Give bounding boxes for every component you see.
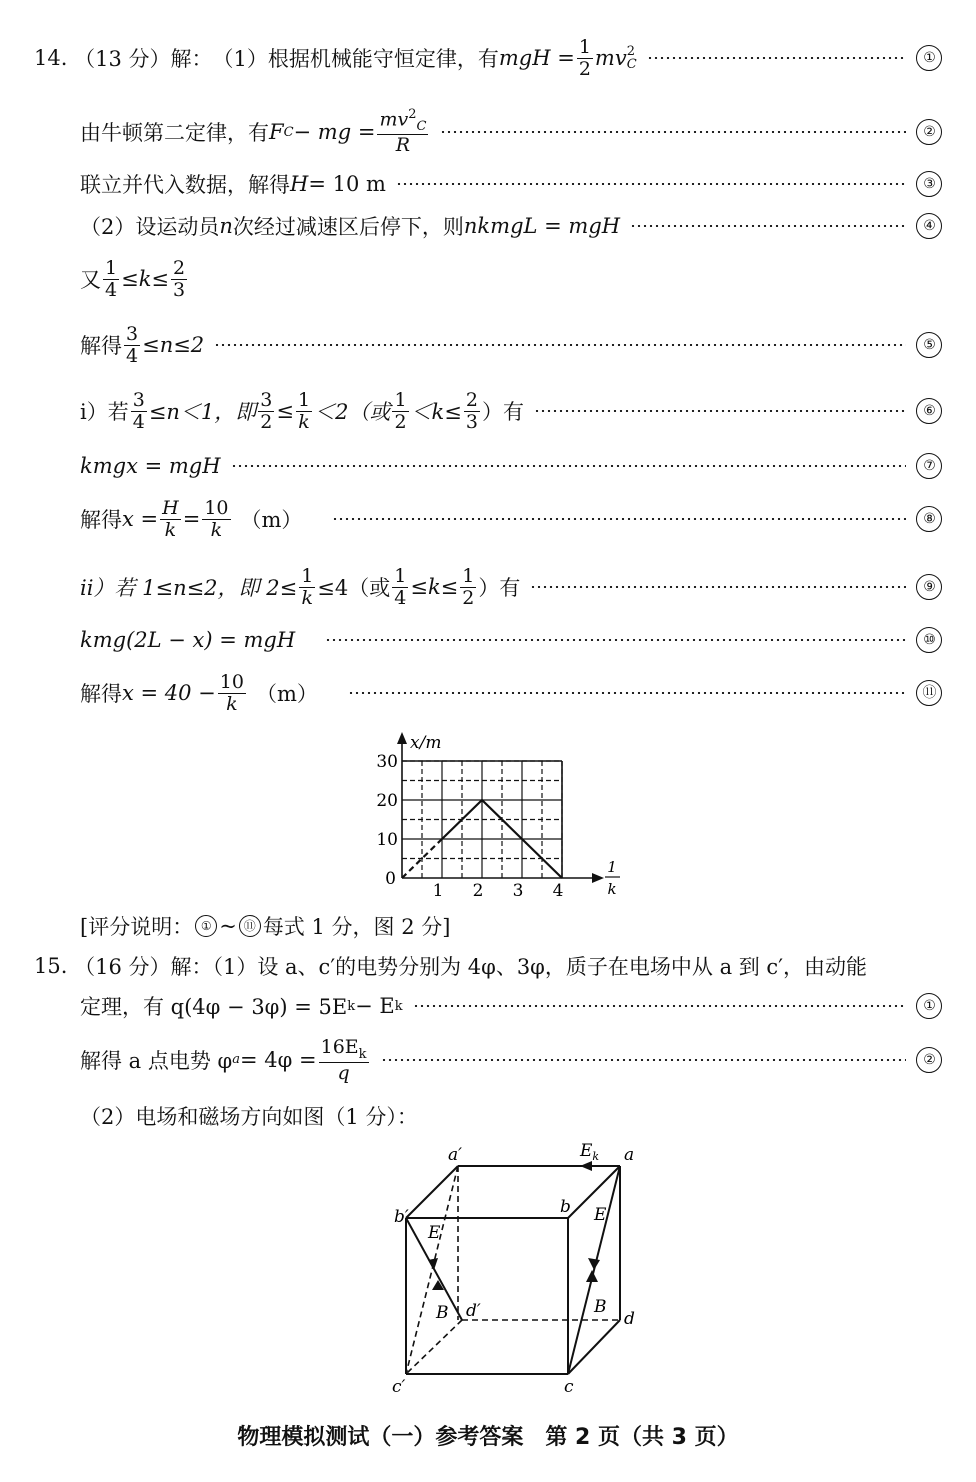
scoring-prefix: [评分说明： xyxy=(80,915,194,939)
sub: C xyxy=(416,118,427,134)
label-b-prime: b′ xyxy=(394,1207,409,1227)
q14-line10-prefix: ii）若 1≤n≤2，即 2≤ xyxy=(80,576,298,600)
frac xyxy=(392,566,408,609)
q14-line9-prefix: 解得 xyxy=(80,508,122,532)
label-d: d xyxy=(624,1309,635,1329)
b-arrow-right xyxy=(586,1270,598,1282)
q14-line-8 xyxy=(80,446,942,486)
frac-num: 3 xyxy=(132,388,145,411)
frac-num: 10 xyxy=(219,670,244,693)
frac-den: k xyxy=(226,692,238,715)
frac-num: 1 xyxy=(578,35,591,58)
frac-den: k xyxy=(298,410,310,433)
q14-line2-frac xyxy=(377,108,428,156)
frac-num: 2 xyxy=(465,388,478,411)
hidden-edge-d-prime-c-prime xyxy=(406,1320,462,1374)
score-mark: ① xyxy=(916,993,942,1019)
q14-line-5 xyxy=(80,256,942,302)
x-tick-label: 3 xyxy=(512,881,524,901)
frac-num: 1 xyxy=(394,564,407,587)
q14-line-1 xyxy=(34,35,942,80)
q14-line7-mid1: ≤n＜1，即 xyxy=(148,400,257,424)
q14-line9-x: x = xyxy=(122,507,159,531)
leader-dots xyxy=(332,518,906,520)
hidden-diag-a-prime-c-prime xyxy=(406,1166,458,1374)
leader-dots xyxy=(630,225,906,227)
frac xyxy=(460,566,476,609)
x-axis-label-den: k xyxy=(607,880,617,898)
frac-num-text: 16E xyxy=(320,1035,359,1058)
q14-line2-text: 由牛顿第二定律，有 xyxy=(80,121,269,145)
leader-dots xyxy=(534,410,906,412)
q14-solve: 解： xyxy=(170,47,213,71)
leader-dots xyxy=(381,1059,906,1061)
score-mark: ⑥ xyxy=(916,398,942,424)
graph-grid xyxy=(402,761,562,878)
sup: 2 xyxy=(408,106,417,122)
sub: a xyxy=(232,1052,241,1068)
q15-number: 15. xyxy=(34,954,68,978)
x-tick-label: 4 xyxy=(552,881,564,901)
frac-den: k xyxy=(210,518,223,541)
frac-den: 4 xyxy=(132,410,145,433)
q15-line-4 xyxy=(80,1096,942,1136)
q14-scoring-note xyxy=(80,906,942,946)
q14-line12-prefix: 解得 xyxy=(80,682,122,706)
edge-a-prime-b-prime xyxy=(406,1166,458,1218)
y-tick-label: 30 xyxy=(376,752,398,772)
frac-num: 1 xyxy=(105,256,118,279)
q15-line1-text: 解：（1）设 a、c′的电势分别为 4φ、3φ，质子在电场中从 a 到 c′，由动能 xyxy=(170,955,867,979)
q15-line3-mid: = 4φ = xyxy=(240,1047,317,1072)
q14-line4-var: n xyxy=(219,214,233,238)
frac xyxy=(392,390,408,433)
frac xyxy=(319,1037,369,1084)
q14-line7-prefix: i）若 xyxy=(80,400,129,424)
q14-line9-eq: = xyxy=(182,507,201,531)
q15-line3-prefix: 解得 a 点电势 φ xyxy=(80,1048,233,1073)
q14-line3-value: = 10 m xyxy=(308,172,386,196)
frac-den: 4 xyxy=(394,586,407,609)
label-ek xyxy=(579,1141,599,1163)
x-axis-label-num: 1 xyxy=(607,858,617,876)
y-tick-label: 10 xyxy=(376,830,398,850)
frac-num xyxy=(319,1037,369,1063)
sub: C xyxy=(283,124,294,140)
leader-dots xyxy=(231,465,906,467)
frac-den: k xyxy=(301,586,313,609)
q14-line-4 xyxy=(80,206,942,246)
label-ek-main: E xyxy=(580,1141,593,1161)
frac-den: R xyxy=(395,134,411,157)
frac xyxy=(464,390,480,433)
frac-num: 2 xyxy=(173,256,186,279)
frac xyxy=(218,672,246,715)
label-a: a xyxy=(624,1145,635,1165)
frac-den: 3 xyxy=(465,410,478,433)
leader-dots xyxy=(440,131,906,133)
scoring-mid: ~ xyxy=(219,914,237,938)
label-e-right: E xyxy=(594,1205,607,1225)
frac-num: 3 xyxy=(260,388,273,411)
leader-dots xyxy=(413,1005,906,1007)
score-mark: ⑤ xyxy=(916,332,942,358)
frac xyxy=(258,390,274,433)
q15-line-3 xyxy=(80,1036,942,1084)
origin-label: 0 xyxy=(385,869,396,889)
q14-line1-frac xyxy=(577,37,593,80)
score-mark: ④ xyxy=(916,213,942,239)
q14-line-10 xyxy=(80,564,942,610)
q15-score: （16 分） xyxy=(74,955,171,979)
q14-line-3 xyxy=(80,164,942,204)
q14-line12-unit: （m） xyxy=(255,682,318,706)
q14-line10-tail: ）有 xyxy=(478,576,521,600)
q14-line1-supsub xyxy=(627,45,637,71)
x-axis-arrow xyxy=(592,873,604,883)
frac-num: 3 xyxy=(126,322,139,345)
q14-line7-mid2: ≤ xyxy=(276,399,294,423)
q14-line2-formula: F xyxy=(269,120,284,144)
scoring-mark-start: ① xyxy=(195,915,217,937)
q14-line1-text: 根据机械能守恒定律，有 xyxy=(267,47,499,71)
q14-line-11 xyxy=(80,620,942,660)
q15-line4-text: （2）电场和磁场方向如图（1 分）： xyxy=(80,1105,418,1129)
leader-dots xyxy=(325,639,906,641)
scoring-suffix: 每式 1 分，图 2 分] xyxy=(262,915,451,939)
q14-line6-tail: ≤n≤2 xyxy=(142,333,205,357)
sub: k xyxy=(358,1046,367,1062)
frac-den: 4 xyxy=(105,278,118,301)
frac-den: 2 xyxy=(260,410,273,433)
label-e-left: E xyxy=(428,1223,441,1243)
q14-line12-formula: x = 40 − xyxy=(122,681,216,705)
leader-dots xyxy=(647,57,906,59)
label-c: c xyxy=(564,1377,574,1397)
label-b: b xyxy=(560,1197,571,1217)
e-arrow-left xyxy=(428,1258,438,1270)
frac xyxy=(202,498,230,541)
q14-line2-formula-tail: − mg = xyxy=(293,120,376,144)
score-mark: ⑧ xyxy=(916,506,942,532)
q15-line-2 xyxy=(80,986,942,1026)
frac-den: 4 xyxy=(126,344,139,367)
frac-num: H xyxy=(162,496,179,519)
label-b-right: B xyxy=(594,1297,607,1317)
frac-den: 2 xyxy=(462,586,475,609)
q14-line7-mid3: ＜2（或 xyxy=(314,400,391,424)
score-mark: ② xyxy=(916,1047,942,1073)
frac-den: k xyxy=(164,518,177,541)
q14-line7-mid4: ＜k≤ xyxy=(410,400,462,424)
leader-dots xyxy=(348,692,906,694)
y-tick-label: 20 xyxy=(376,791,398,811)
edge-d-c xyxy=(568,1320,620,1374)
q14-line-12 xyxy=(80,670,942,716)
score-mark: ⑩ xyxy=(916,627,942,653)
q14-line4-text2: 次经过减速区后停下，则 xyxy=(232,215,464,239)
q14-line4-formula: nkmgL = mgH xyxy=(463,214,621,238)
score-mark: ① xyxy=(916,45,942,71)
q14-line11-formula: kmg(2L − x) = mgH xyxy=(80,628,296,652)
frac-den: 3 xyxy=(173,278,186,301)
frac xyxy=(299,566,315,609)
q14-line4-text: （2）设运动员 xyxy=(80,215,220,239)
q14-line10-mid: ≤4（或 xyxy=(317,576,391,600)
label-a-prime: a′ xyxy=(448,1145,462,1165)
page-footer: 物理模拟测试（一）参考答案 第 2 页（共 3 页） xyxy=(237,1425,739,1450)
ek-arrow xyxy=(580,1161,592,1171)
q14-number: 14. xyxy=(34,46,68,70)
frac-num: 1 xyxy=(462,564,475,587)
frac-num-text: mv xyxy=(379,108,409,131)
leader-dots xyxy=(396,183,906,185)
sub: k xyxy=(347,998,356,1014)
q14-line-6 xyxy=(80,322,942,368)
frac xyxy=(171,258,187,301)
frac xyxy=(131,390,147,433)
q15-line-1 xyxy=(34,946,942,986)
q14-line9-unit: （m） xyxy=(240,508,303,532)
x-vs-inverse-k-graph xyxy=(360,728,640,908)
sub: k xyxy=(394,998,403,1014)
sup: 2 xyxy=(626,44,635,59)
q14-line5-prefix: 又 xyxy=(80,268,101,292)
q14-line5-mid: ≤k≤ xyxy=(121,267,170,291)
sub: C xyxy=(626,57,637,72)
label-ek-sub: k xyxy=(592,1150,600,1163)
q14-line1-formula: mgH = xyxy=(498,46,575,70)
leader-dots xyxy=(214,344,906,346)
q14-line1-tail: mv xyxy=(594,46,627,70)
q14-line7-tail: ）有 xyxy=(481,400,524,424)
e-arrow-right xyxy=(588,1258,600,1270)
frac-num: 1 xyxy=(394,388,407,411)
frac-den: 2 xyxy=(394,410,407,433)
label-b-left: B xyxy=(436,1303,449,1323)
q14-part1: （1） xyxy=(212,47,268,71)
frac-num xyxy=(377,108,428,135)
q14-line3-text: 联立并代入数据，解得 xyxy=(80,173,290,197)
y-axis-label: x/m xyxy=(410,733,442,753)
frac-den: q xyxy=(337,1061,350,1084)
label-d-prime: d′ xyxy=(466,1301,481,1321)
x-tick-label: 2 xyxy=(472,881,484,901)
q14-line-9 xyxy=(80,496,942,542)
frac-num: 1 xyxy=(301,564,314,587)
q14-line-7 xyxy=(80,388,942,434)
frac xyxy=(124,324,140,367)
score-mark: ⑦ xyxy=(916,453,942,479)
q15-line2-text: 定理，有 q(4φ − 3φ) = 5E xyxy=(80,995,348,1019)
frac xyxy=(296,390,312,433)
leader-dots xyxy=(530,586,906,588)
score-mark: ⑪ xyxy=(916,680,942,706)
q15-line2-mid: − E xyxy=(355,994,395,1018)
score-mark: ⑨ xyxy=(916,574,942,600)
score-mark: ② xyxy=(916,119,942,145)
frac-den: 2 xyxy=(578,57,591,80)
x-tick-label: 1 xyxy=(432,881,444,901)
y-axis-arrow xyxy=(397,732,407,744)
q14-line3-formula: H xyxy=(290,172,309,196)
q14-line-2 xyxy=(80,106,942,157)
cube-field-diagram xyxy=(380,1140,660,1400)
frac xyxy=(160,498,181,541)
q14-line6-prefix: 解得 xyxy=(80,334,122,358)
q14-line10-mid2: ≤k≤ xyxy=(410,575,459,599)
q14-score: （13 分） xyxy=(74,47,171,71)
scoring-mark-end: ⑪ xyxy=(239,915,261,937)
label-c-prime: c′ xyxy=(392,1377,406,1397)
frac-num: 10 xyxy=(204,496,229,519)
frac xyxy=(103,258,119,301)
score-mark: ③ xyxy=(916,171,942,197)
frac-num: 1 xyxy=(298,388,311,411)
q14-line8-formula: kmgx = mgH xyxy=(80,454,221,478)
